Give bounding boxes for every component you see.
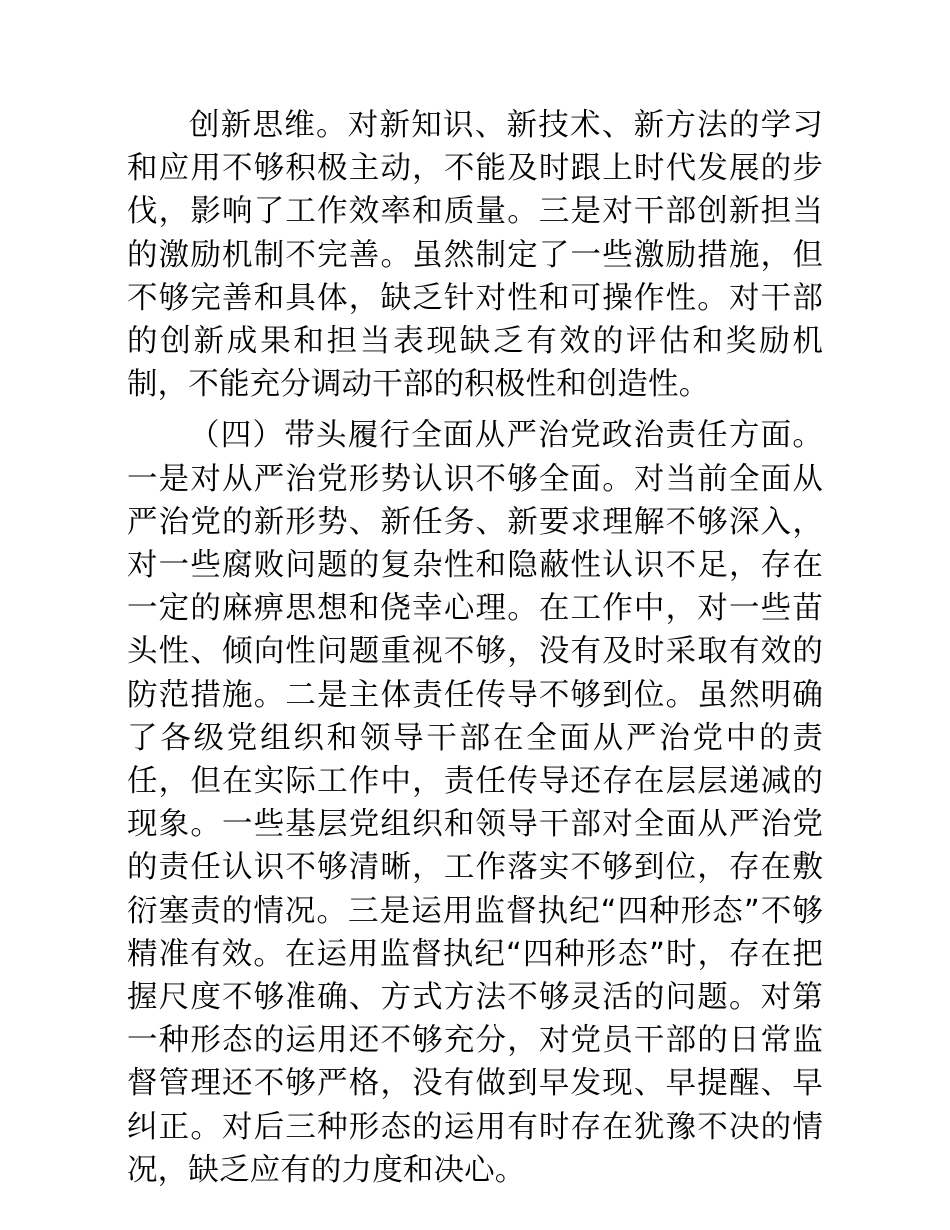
- document-body: [127, 104, 823, 1192]
- paragraph-innovation-thinking: 创新思维。对新知识、新技术、新方法的学习和应用不够积极主动，不能及时跟上时代发展的步伐，影响了工作效率和质量。三是对干部创新担当的激励机制不完善。虽然制定了一些激励措施，但不够完善和具体，缺乏针对性和可操作性。对干部的创新成果和担当表现缺乏有效的评估和奖励机制，不能充分调动干部的积极性和创造性。: [127, 108, 823, 403]
- paragraph-section-four: （四）带头履行全面从严治党政治责任方面。一是对从严治党形势认识不够全面。对当前全面从严治党的新形势、新任务、新要求理解不够深入，对一些腐败问题的复杂性和隐蔽性认识不足，存在一定的麻痹思想和侥幸心理。在工作中，对一些苗头性、倾向性问题重视不够，没有及时采取有效的防范措施。二是主体责任传导不够到位。虽然明确了各级党组织和领导干部在全面从严治党中的责任，但在实际工作中，责任传导还存在层层递减的现象。一些基层党组织和领导干部对全面从严治党的责任认识不够清晰，工作落实不够到位，存在敷衍塞责的情况。三是运用监督执纪“四种形态”不够精准有效。在运用监督执纪“四种形态”时，存在把握尺度不够准确、方式方法不够灵活的问题。对第一种形态的运用还不够充分，对党员干部的日常监督管理还不够严格，没有做到早发现、早提醒、早纠正。对后三种形态的运用有时存在犹豫不决的情况，缺乏应有的力度和决心。: [127, 418, 823, 1188]
